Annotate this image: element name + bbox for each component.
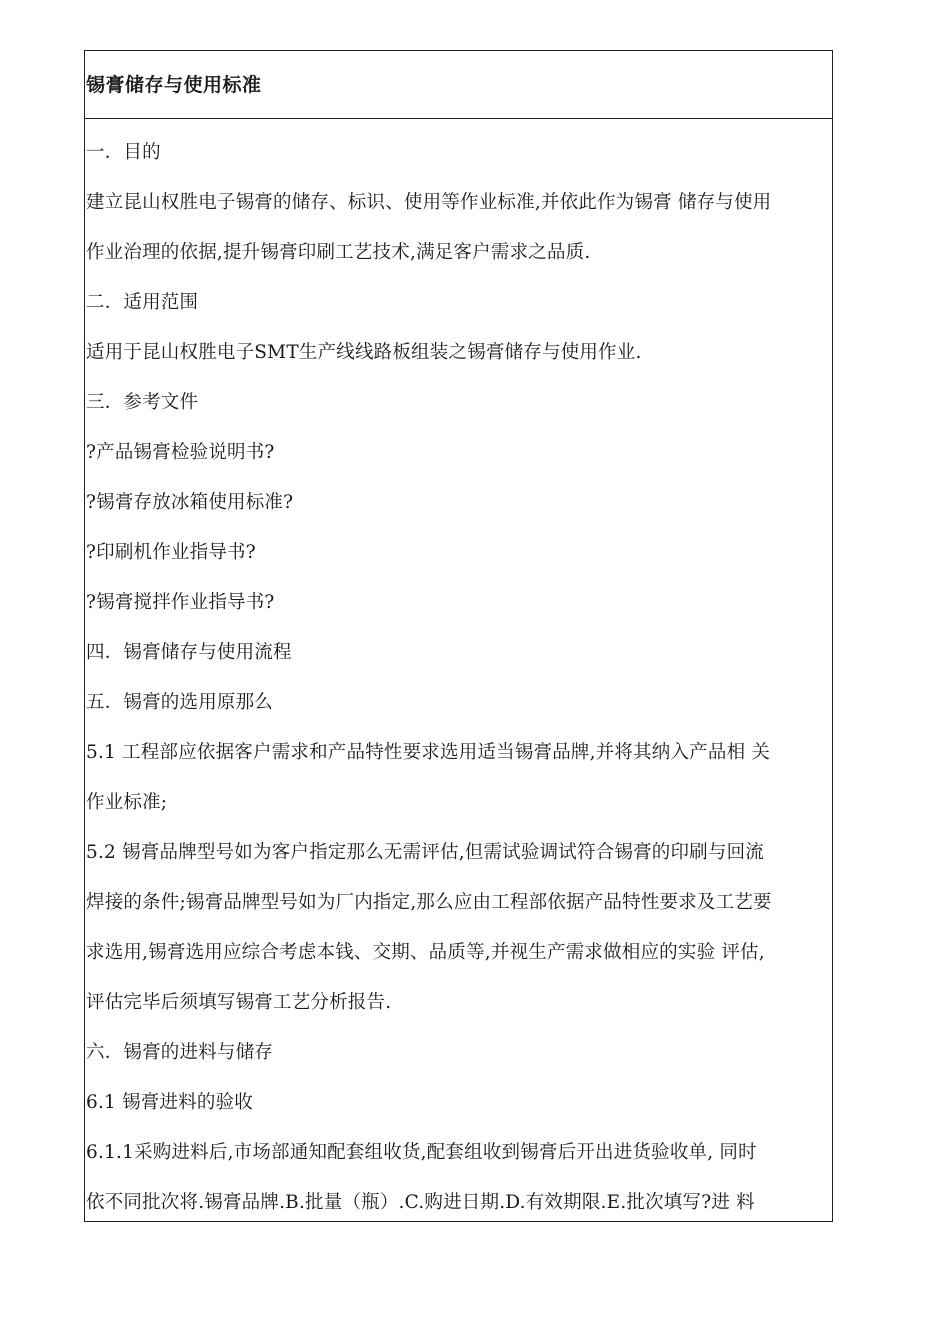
- reference-item: ?产品锡膏检验说明书?: [86, 442, 275, 463]
- subsection-heading: 6.1 锡膏进料的验收: [86, 1092, 254, 1113]
- paragraph-line: 5.2 锡膏品牌型号如为客户指定那么无需评估,但需试验调试符合锡膏的印刷与回流: [86, 842, 764, 863]
- section-heading-process: 四．锡膏储存与使用流程: [86, 642, 292, 663]
- paragraph-line: 建立昆山权胜电子锡膏的储存、标识、使用等作业标准,并依此作为锡膏 储存与使用: [86, 192, 772, 213]
- section-heading-selection: 五．锡膏的选用原那么: [86, 692, 274, 713]
- paragraph-line: 焊接的条件;锡膏品牌型号如为厂内指定,那么应由工程部依据产品特性要求及工艺要: [86, 892, 772, 913]
- reference-item: ?锡膏搅拌作业指导书?: [86, 592, 275, 613]
- paragraph-line: 依不同批次将.锡膏品牌.B.批量（瓶）.C.购进日期.D.有效期限.E.批次填写?进 料: [86, 1192, 755, 1213]
- section-heading-purpose: 一．目的: [86, 142, 161, 163]
- title-row: [85, 51, 832, 119]
- paragraph-line: 作业标准;: [86, 792, 168, 813]
- section-heading-receiving: 六．锡膏的进料与储存: [86, 1042, 274, 1063]
- reference-item: ?锡膏存放冰箱使用标准?: [86, 492, 294, 513]
- paragraph-line: 5.1 工程部应依据客户需求和产品特性要求选用适当锡膏品牌,并将其纳入产品相 关: [86, 742, 771, 763]
- reference-item: ?印刷机作业指导书?: [86, 542, 256, 563]
- section-heading-references: 三．参考文件: [86, 392, 199, 413]
- section-heading-scope: 二．适用范围: [86, 292, 199, 313]
- paragraph-line: 作业治理的依据,提升锡膏印刷工艺技术,满足客户需求之品质.: [86, 242, 591, 263]
- paragraph-line: 适用于昆山权胜电子SMT生产线线路板组装之锡膏储存与使用作业.: [86, 342, 642, 363]
- paragraph-line: 评估完毕后须填写锡膏工艺分析报告.: [86, 992, 392, 1013]
- document-title: 锡膏储存与使用标准: [86, 74, 262, 96]
- document-frame: [84, 50, 833, 1222]
- paragraph-line: 求选用,锡膏选用应综合考虑本钱、交期、品质等,并视生产需求做相应的实验 评估,: [86, 942, 765, 963]
- paragraph-line: 6.1.1采购进料后,市场部通知配套组收货,配套组收到锡膏后开出进货验收单, 同时: [86, 1142, 757, 1163]
